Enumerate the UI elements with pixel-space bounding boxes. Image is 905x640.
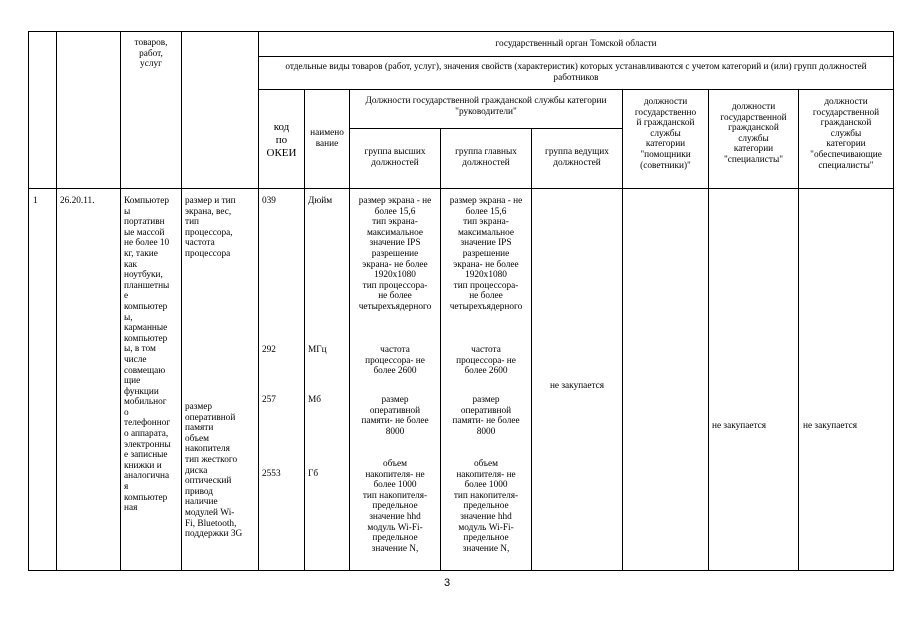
main-group-value-3: размер оперативной памяти- не более 8000 xyxy=(452,395,520,437)
unit-name-1: Дюйм xyxy=(308,196,333,206)
unit-name-3: Мб xyxy=(308,395,321,405)
col-sep-8 xyxy=(531,128,532,571)
high-group-value-4: объем накопителя- не более 1000 тип накопителя- предельное значение hhd модуль Wi-Fi- предельное значение N, xyxy=(362,459,428,554)
main-group-value-4: объем накопителя- не более 1000 тип накопителя- предельное значение hhd модуль Wi-Fi- предельное значение N, xyxy=(453,459,519,554)
col-sep-3 xyxy=(181,31,182,571)
specialists-value: не закупается xyxy=(712,421,767,431)
row-properties-b: размер оперативной памяти объем накопителя тип жесткого диска оптический привод наличие модулей Wi- Fi, Bluetooth, поддержки 3G xyxy=(185,402,243,540)
header-unit-name: наимено вание xyxy=(310,128,344,149)
header-support: должности государственной гражданской службы категории "обеспечивающие специалисты" xyxy=(810,97,882,171)
header-group-lead: группа ведущих должностей xyxy=(545,147,609,168)
col-sep-2 xyxy=(120,31,121,571)
lead-group-value: не закупается xyxy=(549,381,605,391)
okei-code-3: 257 xyxy=(262,395,276,405)
unit-name-2: МГц xyxy=(308,345,327,355)
col-sep-5 xyxy=(304,89,305,571)
row-code: 26.20.11. xyxy=(60,196,95,206)
main-group-value-2: частота процессора- не более 2600 xyxy=(456,345,516,377)
okei-code-1: 039 xyxy=(262,196,276,206)
col-sep-1 xyxy=(56,31,57,571)
col-sep-4 xyxy=(258,31,259,571)
high-group-value-2: частота процессора- не более 2600 xyxy=(365,345,425,377)
rule-leaders xyxy=(349,128,622,129)
header-goods-label: товаров, работ, услуг xyxy=(134,38,168,70)
header-code-okei: код по ОКЕИ xyxy=(266,121,297,159)
unit-name-4: Гб xyxy=(308,469,319,479)
rule-header-bottom xyxy=(28,188,894,189)
header-assistants: должности государственно й гражданской службы категории "помощники (советники)" xyxy=(634,97,697,171)
row-number: 1 xyxy=(33,196,38,206)
header-group-main: группа главных должностей xyxy=(455,147,517,168)
header-properties-note: отдельные виды товаров (работ, услуг), значения свойств (характеристик) которых устанавливаются с учетом категорий и (или) групп должностей работников xyxy=(285,62,867,83)
header-specialists: должности государственной гражданской службы категории "специалисты" xyxy=(720,102,787,165)
okei-code-4: 2553 xyxy=(262,469,281,479)
rule-authority xyxy=(258,56,894,57)
table-border-right xyxy=(893,31,894,571)
row-item-name: Компьютер ы портативн ые массой не более 10 кг, такие как ноутбуки, планшетны е компьютер ы, карманные компьютер ы, в том числе совмещаю щие функции мобильног о телефонног о аппарата, электронны е записные книжки и аналогична я компьютер ная xyxy=(124,196,171,514)
okei-code-2: 292 xyxy=(262,345,276,355)
table-border-left xyxy=(28,31,29,571)
header-leaders: Должности государственной гражданской службы категории "руководители" xyxy=(365,96,607,117)
high-group-value-1: размер экрана - не более 15,6 тип экрана- максимальное значение IPS разрешение экрана- не более 1920х1080 тип процессора- не более четырехъядерного xyxy=(358,196,432,312)
header-group-high: группа высших должностей xyxy=(364,147,426,168)
high-group-value-3: размер оперативной памяти- не более 8000 xyxy=(361,395,429,437)
table-border-top xyxy=(28,31,894,32)
page-number: 3 xyxy=(444,577,451,589)
table-border-bottom xyxy=(28,570,894,571)
support-value: не закупается xyxy=(803,421,858,431)
main-group-value-1: размер экрана - не более 15,6 тип экрана- максимальное значение IPS разрешение экрана- не более 1920х1080 тип процессора- не более четырехъядерного xyxy=(449,196,523,312)
header-authority: государственный орган Томской области xyxy=(495,39,657,49)
row-properties-a: размер и тип экрана, вес, тип процессора, частота процессора xyxy=(185,196,236,259)
